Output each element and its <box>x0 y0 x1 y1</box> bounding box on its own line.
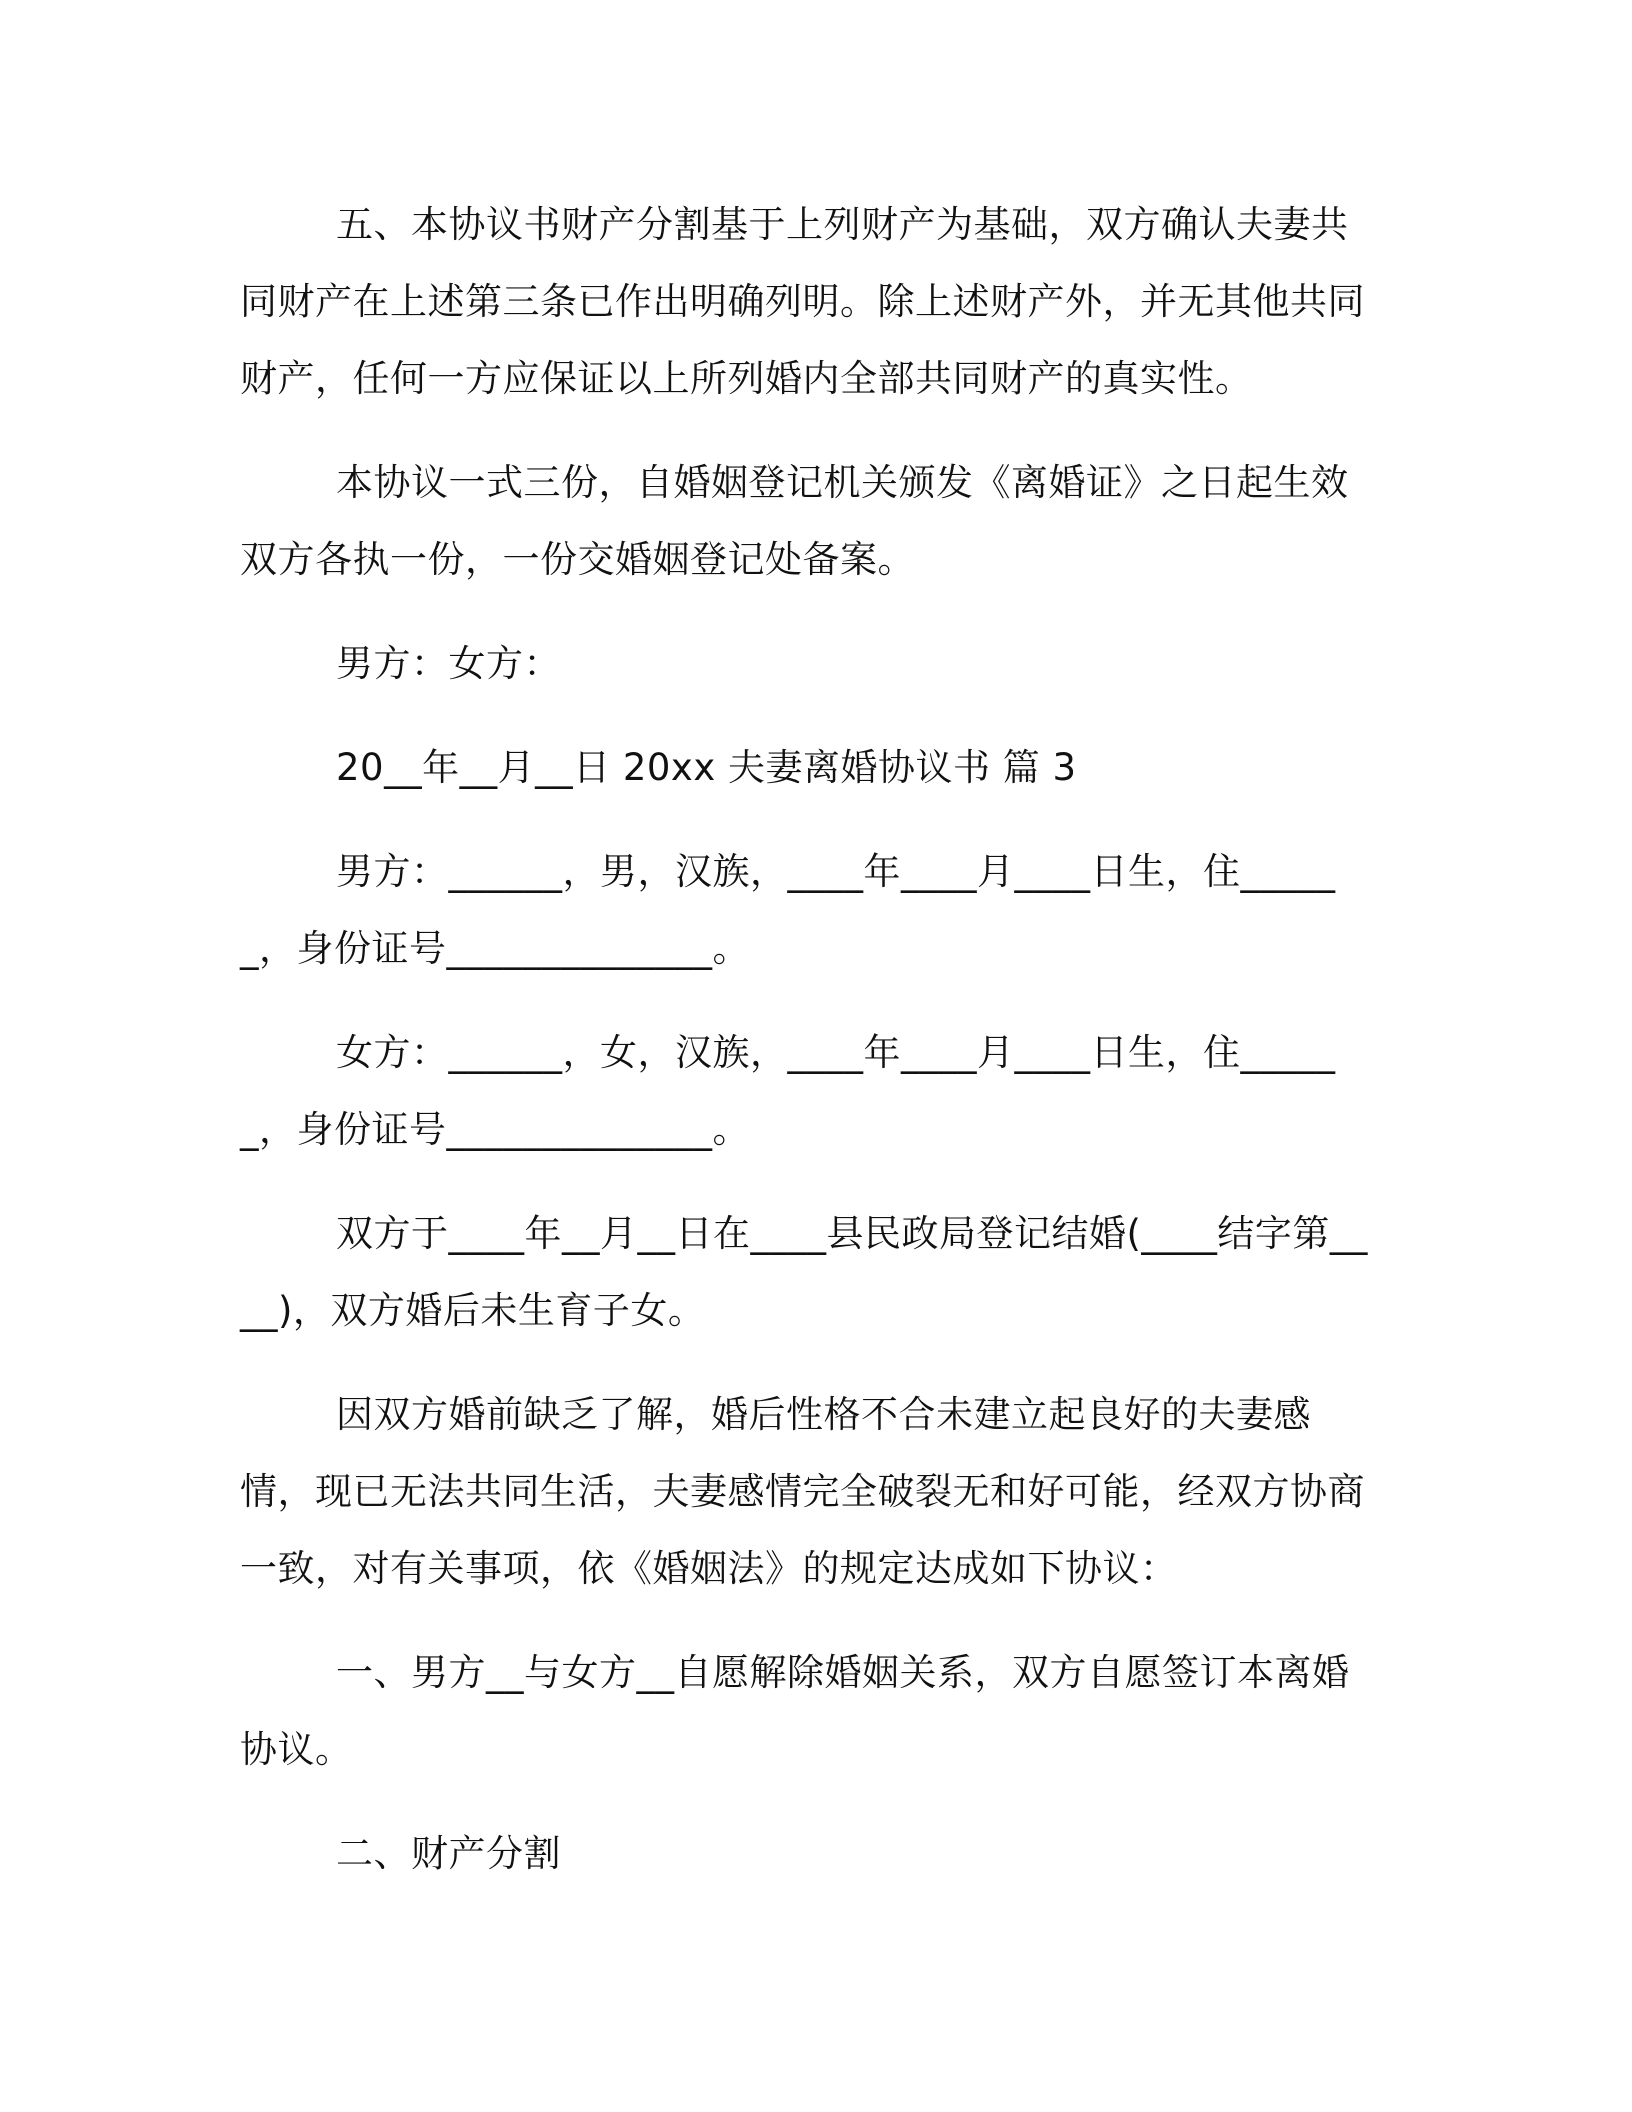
paragraph-copies: 本协议一式三份，自婚姻登记机关颁发《离婚证》之日起生效双方各执一份，一份交婚姻登记处备案。 <box>240 461 1349 581</box>
paragraph-clause-one: 一、男方__与女方__自愿解除婚姻关系，双方自愿签订本离婚协议。 <box>240 1651 1350 1771</box>
paragraph-marriage-registration: 双方于____年__月__日在____县民政局登记结婚(____结字第____)，双方婚后未生育子女。 <box>240 1212 1368 1332</box>
paragraph-female-party: 女方：______，女，汉族，____年____月____日生，住______，身份证号______________。 <box>240 1031 1336 1151</box>
paragraph-signatures: 男方：女方： <box>336 642 561 685</box>
paragraph-property-basis: 五、本协议书财产分割基于上列财产为基础，双方确认夫妻共同财产在上述第三条已作出明确列明。除上述财产外，并无其他共同财产，任何一方应保证以上所列婚内全部共同财产的真实性。 <box>240 203 1365 400</box>
paragraph-reason: 因双方婚前缺乏了解，婚后性格不合未建立起良好的夫妻感情，现已无法共同生活，夫妻感情完全破裂无和好可能，经双方协商一致，对有关事项，依《婚姻法》的规定达成如下协议： <box>240 1393 1365 1590</box>
document-body <box>240 186 1380 1919</box>
paragraph-date-heading: 20__年__月__日 20xx 夫妻离婚协议书 篇 3 <box>336 746 1077 789</box>
paragraph-clause-two-heading: 二、财产分割 <box>336 1832 561 1875</box>
paragraph-male-party: 男方：______，男，汉族，____年____月____日生，住______，身份证号______________。 <box>240 850 1336 970</box>
